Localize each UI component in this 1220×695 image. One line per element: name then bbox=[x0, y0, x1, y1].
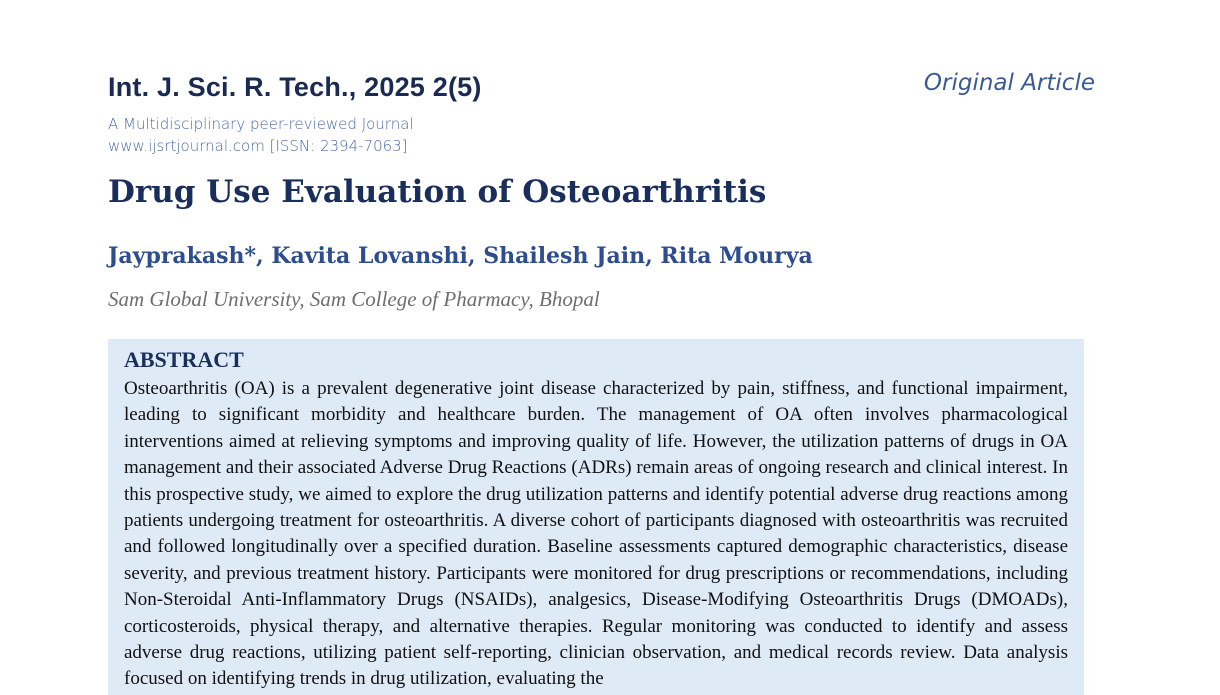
author-list: Jayprakash*, Kavita Lovanshi, Shailesh Jain, Rita Mourya bbox=[108, 243, 813, 269]
journal-title: Int. J. Sci. R. Tech., 2025 2(5) bbox=[108, 72, 482, 102]
abstract-heading: ABSTRACT bbox=[124, 347, 244, 372]
author-affiliation: Sam Global University, Sam College of Pharmacy, Bhopal bbox=[108, 287, 600, 311]
article-type-label: Original Article bbox=[923, 70, 1095, 96]
abstract-body: Osteoarthritis (OA) is a prevalent degenerative joint disease characterized by pain, stiffness, and functional impairment, leading to significant morbidity and healthcare burden. The management of OA often involves pharmacological interventions aimed at relieving symptoms and improving quality of life. However, the utilization patterns of drugs in OA management and their associated Adverse Drug Reactions (ADRs) remain areas of ongoing research and clinical interest. In this prospective study, we aimed to explore the drug utilization patterns and identify potential adverse drug reactions among patients undergoing treatment for osteoarthritis. A diverse cohort of participants diagnosed with osteoarthritis was recruited and followed longitudinally over a specified duration. Baseline assessments captured demographic characteristics, disease severity, and previous treatment history. Participants were monitored for drug prescriptions or recommendations, including Non-Steroidal Anti-Inflammatory Drugs (NSAIDs), analgesics, Disease-Modifying Osteoarthritis Drugs (DMOADs), corticosteroids, physical therapy, and alternative therapies. Regular monitoring was conducted to identify and assess adverse drug reactions, utilizing patient self-reporting, clinician observation, and medical records review. Data analysis focused on identifying trends in drug utilization, evaluating the bbox=[124, 378, 1068, 690]
paper-title: Drug Use Evaluation of Osteoarthritis bbox=[108, 174, 767, 210]
abstract-section bbox=[108, 339, 1084, 695]
journal-tagline: A Multidisciplinary peer-reviewed Journal bbox=[108, 115, 414, 133]
journal-website-issn[interactable]: www.ijsrtjournal.com [ISSN: 2394-7063] bbox=[108, 137, 408, 155]
journal-info bbox=[108, 113, 414, 157]
